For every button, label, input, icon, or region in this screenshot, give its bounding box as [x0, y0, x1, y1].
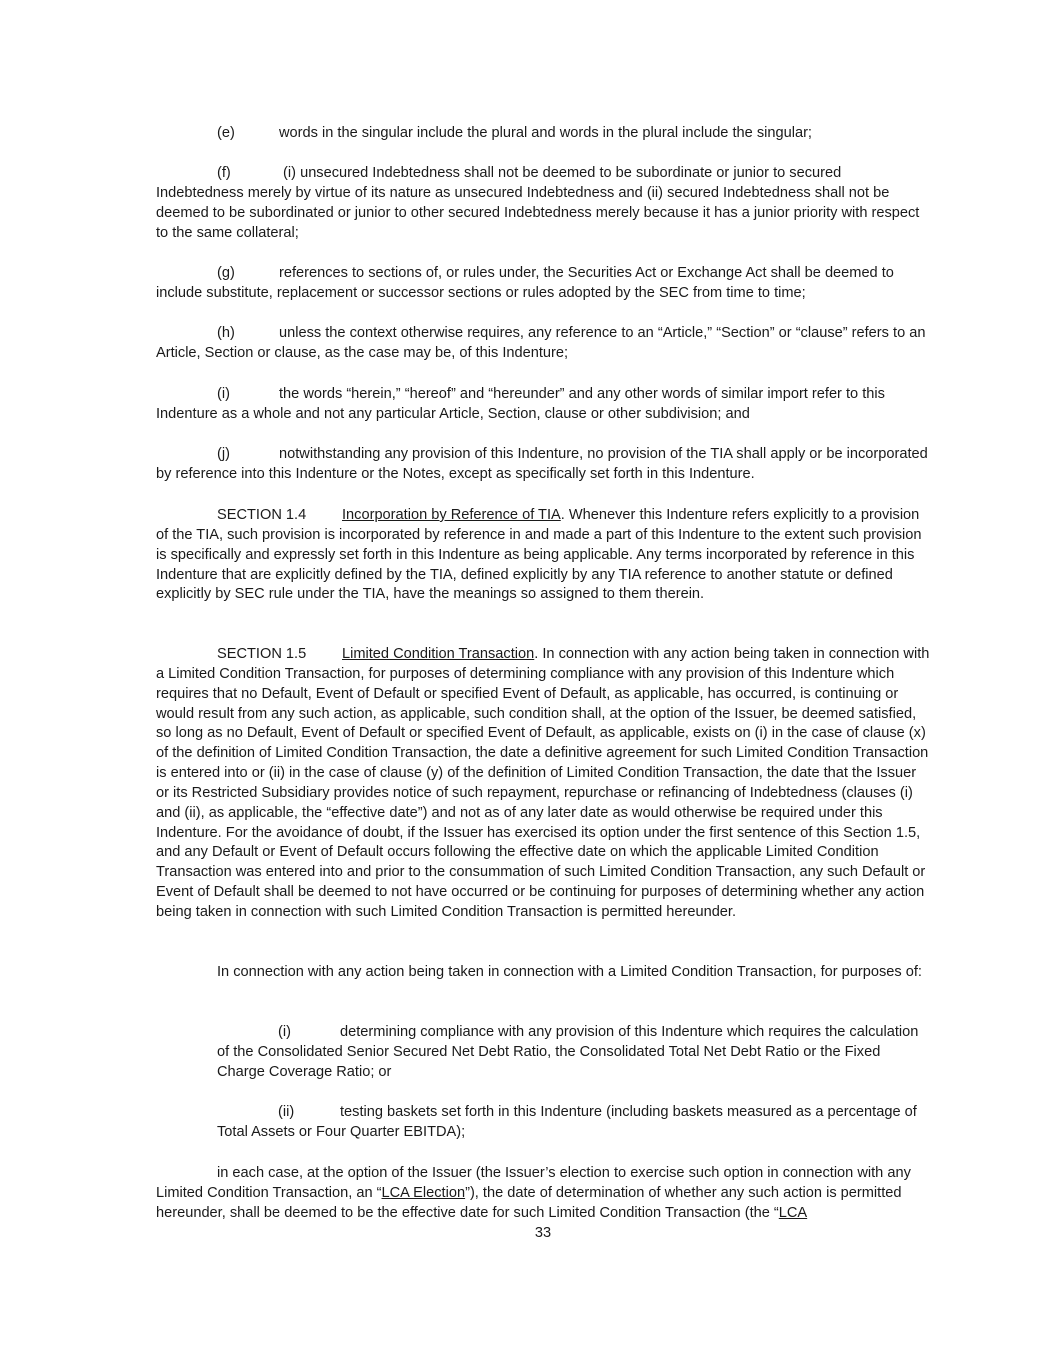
section-number: SECTION 1.5 [217, 646, 307, 662]
item-text: the words “herein,” “hereof” and “hereunder” and any other words of similar import refer to this Indenture as a whole and not any particular Article, Section, clause or other subdivision; and [156, 386, 885, 422]
section-number: SECTION 1.4 [217, 507, 307, 523]
item-g [156, 264, 932, 304]
item-text: notwithstanding any provision of this Indenture, no provision of the TIA shall apply or be incorporated by reference into this Indenture or the Notes, except as specifically set forth in this Indenture. [156, 446, 928, 482]
item-i [156, 385, 932, 425]
item-j [156, 445, 932, 485]
sub-item-ii [217, 1103, 932, 1143]
item-e [156, 124, 932, 144]
defined-term-lca-election: LCA Election [381, 1184, 466, 1201]
defined-term-lca: LCA [778, 1204, 808, 1221]
section-title: Limited Condition Transaction [342, 646, 535, 662]
item-text: references to sections of, or rules under, the Securities Act or Exchange Act shall be deemed to include substitute, replacement or successor sections or rules adopted by the SEC from time to time; [156, 265, 894, 301]
section-title: Incorporation by Reference of TIA [342, 507, 561, 523]
item-label: (j) [217, 446, 230, 462]
item-label: (g) [217, 265, 235, 281]
sub-item-i [217, 1023, 932, 1083]
page-number: 33 [534, 1225, 552, 1241]
sub-item-label: (i) [278, 1024, 291, 1040]
sub-item-label: (ii) [278, 1104, 295, 1120]
item-label: (e) [217, 125, 235, 141]
section-1-5 [156, 645, 932, 923]
sub-item-text: testing baskets set forth in this Indenture (including baskets measured as a percentage of Total Assets or Four Quarter EBITDA); [217, 1104, 917, 1140]
item-label: (i) [217, 386, 230, 402]
section-body: . In connection with any action being taken in connection with a Limited Condition Transaction, for purposes of determining compliance with any provision of this Indenture which requires that no Default, Event of Default or specified Event of Default, as applicable, has occurred, is continuing or would result from any such action, as applicable, such condition shall, at the option of the Issuer, be deemed satisfied, so long as no Default, Event of Default or specified Event of Default, as applicable, exists on (i) in the case of clause (x) of the definition of Limited Condition Transaction, the date a definitive agreement for such Limited Condition Transaction is entered into or (ii) in the case of clause (y) of the definition of Limited Condition Transaction, the date that the Issuer or its Restricted Subsidiary provides notice of such repayment, repurchase or refinancing of Indebtedness (clauses (i) and (ii), as applicable, the “effective date”) and not as of any later date as would otherwise be required under this Indenture. For the avoidance of doubt, if the Issuer has exercised its option under the first sentence of this Section 1.5, and any Default or Event of Default occurs following the effective date on which the applicable Limited Condition Transaction was entered into and prior to the consummation of such Limited Condition Transaction, any such Default or Event of Default shall be deemed to not have occurred or be continuing for purposes of determining whether any action being taken in connection with such Limited Condition Transaction is permitted hereunder. [156, 646, 930, 920]
section-body: . Whenever this Indenture refers explicitly to a provision of the TIA, such provision is incorporated by reference in and made a part of this Indenture to the extent such provision is specifically and expressly set forth in this Indenture as being applicable. Any terms incorporated by reference in this Indenture that are explicitly defined by the TIA, defined explicitly by any TIA reference to another statute or defined explicitly by SEC rule under the TIA, have the meanings so assigned to them therein. [156, 507, 922, 603]
sub-item-text: determining compliance with any provision of this Indenture which requires the calculation of the Consolidated Senior Secured Net Debt Ratio, the Consolidated Total Net Debt Ratio or the Fixed Charge Coverage Ratio; or [217, 1024, 919, 1080]
item-text: (i) unsecured Indebtedness shall not be deemed to be subordinate or junior to secured Indebtedness merely by virtue of its nature as unsecured Indebtedness and (ii) secured Indebtedness shall not be deemed to be subordinated or junior to other secured Indebtedness merely because it has a junior priority with respect to the same collateral; [156, 165, 920, 241]
closing-paragraph [156, 1164, 932, 1224]
item-label: (f) [217, 165, 231, 181]
lct-intro-paragraph: In connection with any action being taken in connection with a Limited Condition Transaction, for purposes of: [217, 964, 922, 980]
item-text: words in the singular include the plural and words in the plural include the singular; [279, 125, 812, 141]
item-label: (h) [217, 325, 235, 341]
section-1-4 [156, 506, 932, 605]
item-f [156, 164, 932, 243]
closing-text-1: in each case, at the option of the Issuer (the Issuer’s election to exercise such option in connection with any Limited Condition Transaction, an “ [156, 1165, 911, 1201]
item-text: unless the context otherwise requires, any reference to an “Article,” “Section” or “clause” refers to an Article, Section or clause, as the case may be, of this Indenture; [156, 325, 926, 361]
item-h [156, 324, 932, 364]
closing-text-2: ”), the date of determination of whether any such action is permitted hereunder, shall be deemed to be the effective date for such Limited Condition Transaction (the “ [156, 1184, 902, 1221]
